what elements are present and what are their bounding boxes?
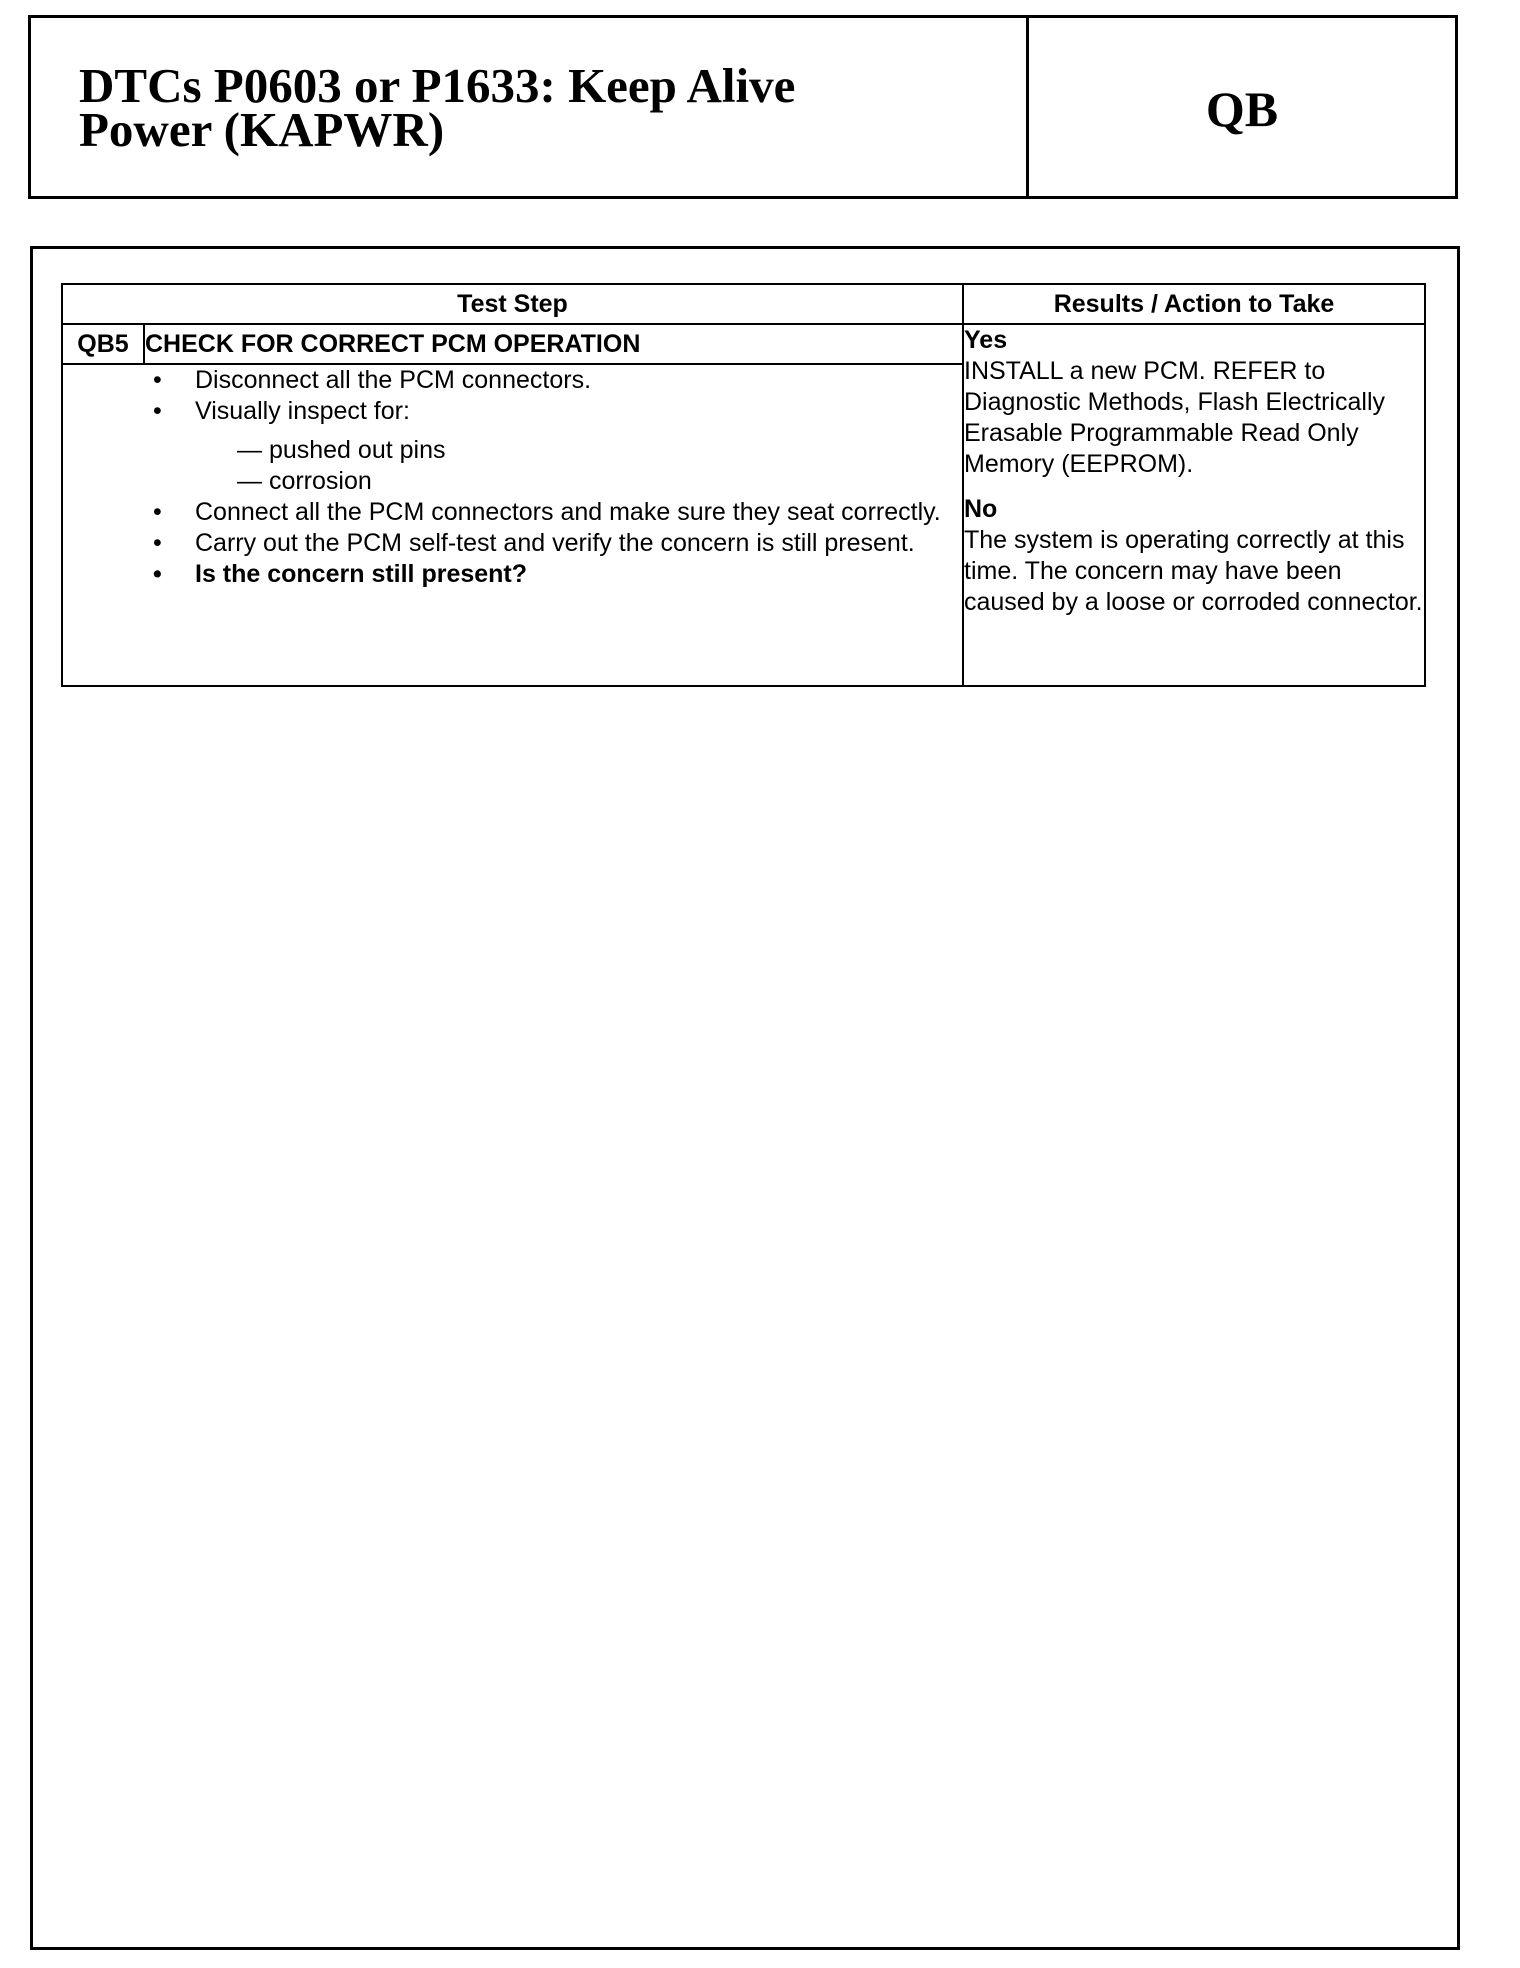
results-cell	[963, 324, 1425, 686]
sub-item: — corrosion	[237, 467, 372, 495]
content-frame	[30, 246, 1460, 1950]
table-header-row	[62, 284, 1425, 324]
step-title-row	[62, 324, 1425, 364]
section-code: QB	[1205, 81, 1279, 137]
column-header-test-step: Test Step	[62, 284, 963, 324]
page-title-line-1: DTCs P0603 or P1633: Keep Alive	[79, 58, 796, 113]
list-item	[153, 396, 962, 497]
inspection-subitems	[195, 435, 962, 497]
list-item: • Connect all the PCM connectors and make sure they seat correctly.	[153, 497, 962, 528]
result-no-text: The system is operating correctly at this time. The concern may have been caused by a loose or corroded connector.	[964, 526, 1423, 616]
page-title	[31, 18, 1029, 196]
test-step-table	[61, 283, 1426, 687]
sub-item: — pushed out pins	[237, 436, 446, 464]
step-body	[62, 364, 963, 686]
result-yes-text: INSTALL a new PCM. REFER to Diagnostic Methods, Flash Electrically Erasable Programmable Read Only Memory (EEPROM).	[964, 357, 1385, 478]
list-item-text: Visually inspect for:	[195, 397, 410, 425]
step-id: QB5	[62, 324, 144, 364]
step-title: CHECK FOR CORRECT PCM OPERATION	[144, 324, 963, 364]
list-item: • Carry out the PCM self-test and verify the concern is still present.	[153, 528, 962, 559]
column-header-results: Results / Action to Take	[963, 284, 1425, 324]
list-item: • Disconnect all the PCM connectors.	[153, 365, 962, 396]
question-item: • Is the concern still present?	[153, 559, 962, 590]
result-no-label: No	[964, 495, 998, 523]
page-header	[28, 15, 1458, 199]
result-yes-label: Yes	[964, 326, 1008, 354]
step-instructions	[63, 365, 962, 590]
page-title-line-2: Power (KAPWR)	[79, 102, 445, 157]
